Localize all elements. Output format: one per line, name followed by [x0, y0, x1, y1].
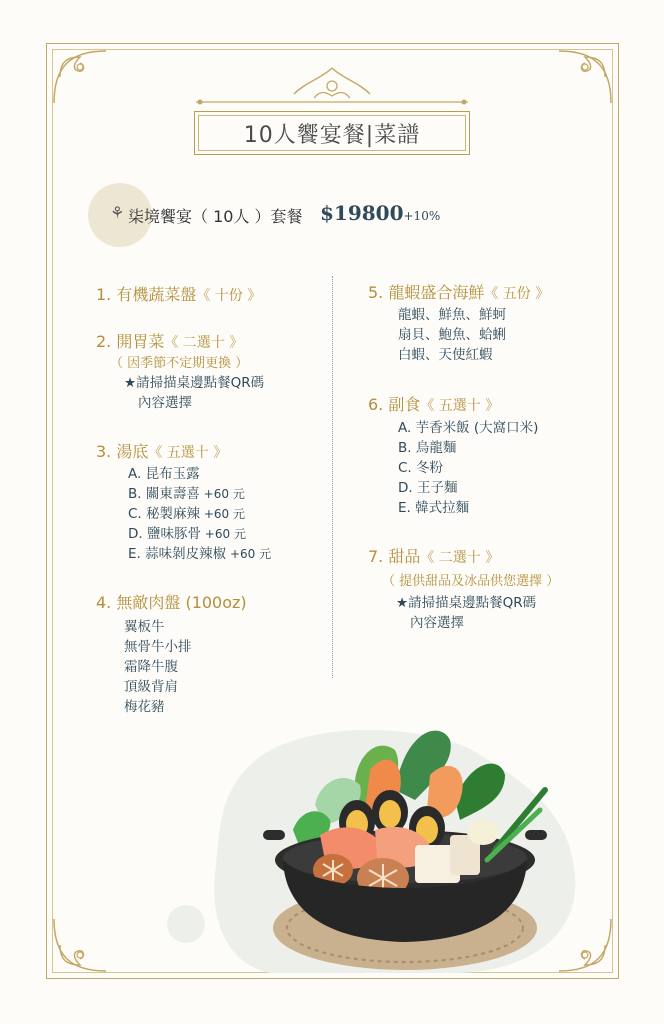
section-1-note: 《 十份 》	[196, 288, 262, 304]
section-3-heading	[96, 439, 227, 462]
list-item: E. 蒜味剝皮辣椒 +60 元	[128, 546, 272, 562]
list-item: 霜降牛腹	[124, 659, 178, 675]
decorative-small-circle	[167, 905, 205, 943]
hotpot-illustration	[255, 710, 555, 975]
section-6-note: 《 五選十 》	[420, 398, 500, 414]
section-7-qr-line1: ★請掃描桌邊點餐QR碼	[396, 595, 537, 611]
page-title: 10人饗宴餐|菜譜	[243, 122, 421, 148]
section-7-title: 7. 甜品	[368, 547, 421, 566]
list-item: E. 韓式拉麵	[398, 500, 470, 516]
corner-ornament-top-right-icon	[555, 47, 615, 107]
list-item: 扇貝、鮑魚、蛤蜊	[398, 327, 506, 343]
section-5-heading	[368, 280, 549, 303]
list-item: 翼板牛	[124, 619, 165, 635]
section-1-title: 1. 有機蔬菜盤	[96, 285, 197, 304]
section-7-note: 《 二選十 》	[420, 550, 500, 566]
section-7-heading	[368, 544, 499, 567]
price-value: $19800	[320, 201, 404, 225]
sprig-ornament-icon: ⚘	[110, 203, 125, 222]
section-2-qr-line2: 內容選擇	[138, 395, 192, 411]
section-7-subnote: （ 提供甜品及冰品供您選擇 ）	[382, 574, 560, 589]
section-4-heading	[96, 590, 247, 613]
section-5-note: 《 五份 》	[484, 286, 550, 302]
section-2-qr-line1: ★請掃描桌邊點餐QR碼	[124, 375, 265, 391]
section-4-note: (100oz)	[180, 593, 247, 612]
section-7-qr-line2: 內容選擇	[410, 615, 464, 631]
section-2-note: 《 二選十 》	[164, 335, 244, 351]
section-5-title: 5. 龍蝦盛合海鮮	[368, 283, 485, 302]
section-1-heading	[96, 282, 261, 305]
set-name: 柒境饗宴（ 10人 ）套餐	[128, 207, 303, 226]
list-item: 梅花豬	[124, 699, 165, 715]
list-item: A. 昆布玉露	[128, 466, 200, 482]
list-item: 頂級背肩	[124, 679, 178, 695]
list-item: D. 鹽味豚骨 +60 元	[128, 526, 246, 542]
set-price	[320, 201, 440, 225]
list-item: B. 烏龍麵	[398, 440, 457, 456]
title-flourish-icon	[194, 64, 470, 108]
corner-ornament-top-left-icon	[50, 47, 110, 107]
section-2-subnote: （ 因季節不定期更換 ）	[110, 356, 249, 371]
list-item: C. 冬粉	[398, 460, 444, 476]
list-item: A. 芋香米飯 (大窩口米)	[398, 420, 539, 436]
column-divider	[332, 276, 333, 678]
corner-ornament-bottom-left-icon	[50, 915, 110, 975]
section-2-heading	[96, 329, 243, 352]
section-4-title: 4. 無敵肉盤	[96, 593, 181, 612]
service-charge: +10%	[403, 209, 441, 223]
list-item: D. 王子麵	[398, 480, 458, 496]
list-item: B. 關東壽喜 +60 元	[128, 486, 245, 502]
title-box	[194, 111, 470, 155]
list-item: 白蝦、天使紅蝦	[398, 347, 493, 363]
section-6-heading	[368, 392, 499, 415]
list-item: 龍蝦、鮮魚、鮮蚵	[398, 307, 506, 323]
section-3-title: 3. 湯底	[96, 442, 149, 461]
section-3-note: 《 五選十 》	[148, 445, 228, 461]
section-2-title: 2. 開胃菜	[96, 332, 165, 351]
list-item: 無骨牛小排	[124, 639, 192, 655]
section-6-title: 6. 副食	[368, 395, 421, 414]
list-item: C. 秘製麻辣 +60 元	[128, 506, 245, 522]
